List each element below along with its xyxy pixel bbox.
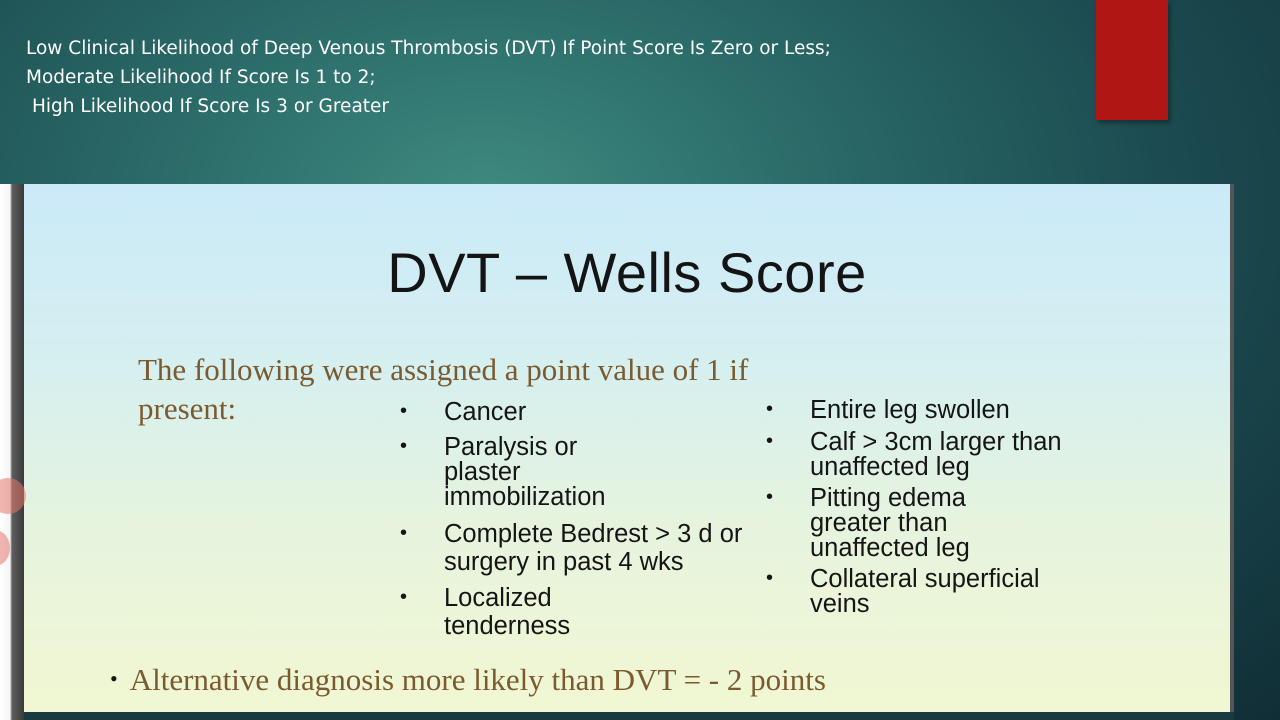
footer-text: Alternative diagnosis more likely than DVT = - 2 points <box>129 662 826 697</box>
criterion-item: • Calf > 3cm larger than unaffected leg <box>766 430 1080 480</box>
caption-line-low: Low Clinical Likelihood of Deep Venous Thrombosis (DVT) If Point Score Is Zero or Less; <box>26 38 831 59</box>
slide-content <box>24 184 1230 712</box>
caption-line-high: High Likelihood If Score Is 3 or Greater <box>32 96 390 117</box>
criterion-item: • Entire leg swollen <box>766 398 1066 423</box>
criterion-item: • Localized tenderness <box>400 584 614 640</box>
criterion-item: • Cancer <box>400 400 700 425</box>
slide-bottom-edge <box>24 712 1234 720</box>
intro-line-1: The following were assigned a point value of 1 if <box>138 352 749 387</box>
alternative-diagnosis-line <box>110 662 826 698</box>
intro-line-2: present: <box>138 391 237 426</box>
video-caption <box>26 34 831 121</box>
red-accent-block <box>1096 0 1168 120</box>
criteria-list-right <box>766 398 1066 617</box>
bullet-dot: • <box>110 666 118 691</box>
criteria-list-left <box>400 398 743 640</box>
caption-line-moderate: Moderate Likelihood If Score Is 1 to 2; <box>26 67 376 88</box>
criterion-item: • Pitting edema greater than unaffected leg <box>766 486 1025 561</box>
slide-right-edge <box>1230 184 1234 712</box>
criterion-item: • Paralysis or plaster immobilization <box>400 435 654 510</box>
slide-left-edge <box>0 184 24 720</box>
criterion-item: • Collateral superficial veins <box>766 567 1060 617</box>
criterion-item: • Complete Bedrest > 3 d or surgery in past 4 wks <box>400 520 744 576</box>
slide-title: DVT – Wells Score <box>387 241 867 304</box>
